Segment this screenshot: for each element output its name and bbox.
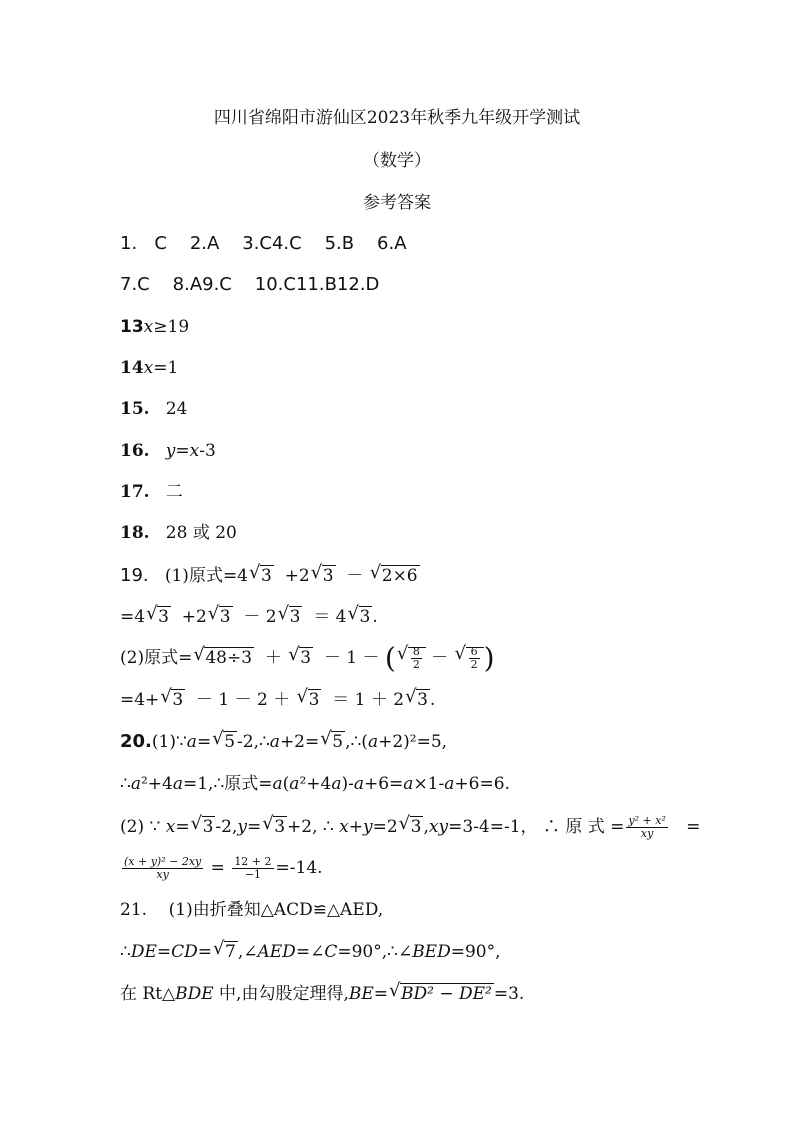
solution-text: =4 (120, 607, 146, 627)
variable: C (324, 942, 338, 962)
answer-text: ≥19 (153, 317, 190, 337)
answer-item: 7.C (120, 274, 150, 295)
variable: a (403, 774, 414, 794)
solution-text: = (373, 984, 389, 1004)
sqrt-symbol: √ 3 (190, 813, 214, 837)
q19-line-4 (120, 686, 436, 711)
solution-text: ,∴( (345, 732, 368, 752)
solution-text: － (346, 566, 364, 586)
question-number: 13 (120, 317, 144, 337)
q21-line-2 (120, 938, 501, 963)
answer-item: 1. (120, 233, 138, 254)
question-number: 19. (120, 565, 149, 586)
sqrt-symbol: √ 3 (296, 686, 320, 710)
answer-text: 28 或 20 (165, 523, 237, 543)
fraction: $\frac{\text{(x + y)² − 2xy}}{xy}$ (124, 855, 202, 881)
question-number: 15. (120, 399, 150, 419)
sqrt-symbol: √ 3 (405, 686, 428, 710)
solution-text: 在 Rt△ (120, 984, 176, 1004)
solution-text: =90°,∴∠ (337, 942, 413, 962)
solution-text: =1,∴原式= (182, 774, 273, 794)
solution-text: (2)原式= (120, 648, 193, 668)
solution-text: (1)原式=4 (164, 566, 248, 586)
answer-item: C (154, 233, 167, 254)
answer-key-heading: 参考答案 (363, 193, 431, 213)
q19-line-2 (120, 603, 378, 628)
answer-text: -3 (199, 441, 216, 461)
variable: BE (348, 984, 374, 1004)
sqrt-symbol: √ 5 (320, 728, 344, 752)
solution-text: ＋ (264, 648, 282, 668)
paren-close: ) (483, 641, 495, 675)
solution-text: ×1- (413, 774, 445, 794)
variable: a (444, 774, 455, 794)
variable: BED (412, 942, 451, 962)
q20-line-2 (120, 773, 510, 795)
solution-text: )- (341, 774, 354, 794)
answer-text: = (175, 441, 190, 461)
solution-text: +6=6. (454, 774, 510, 794)
solution-text: 中,由勾股定理得, (213, 984, 349, 1004)
q20-line-3 (120, 815, 700, 840)
variable: a (186, 732, 197, 752)
solution-text: . (372, 607, 378, 627)
sqrt-symbol: √ 2×6 (369, 562, 418, 586)
choice-answers-row-1 (120, 233, 407, 255)
variable: y (237, 817, 247, 837)
question-number: 14 (120, 358, 144, 378)
solution-text: =90°, (450, 942, 501, 962)
q20-line-4 (120, 856, 323, 881)
variable: x (143, 317, 154, 337)
solution-text: (1)∵ (151, 732, 187, 752)
answer-item: 2.A (189, 233, 220, 254)
solution-text: ,∠ (237, 942, 258, 962)
solution-text: (2) ∵ (120, 817, 161, 837)
q19-line-3 (120, 641, 495, 675)
solution-text: = (246, 817, 262, 837)
variable: a (130, 774, 141, 794)
sqrt-symbol: √ 3 (398, 813, 422, 837)
answer-16 (120, 440, 216, 462)
sqrt-symbol: √ 3 (347, 603, 371, 627)
page-title: 四川省绵阳市游仙区2023年秋季九年级开学测试 (213, 108, 581, 128)
solution-text: =∠ (295, 942, 325, 962)
answer-item: 8.A9.C (172, 274, 232, 295)
question-number: 20. (120, 731, 152, 752)
answer-item: 3.C4.C (242, 233, 302, 254)
solution-text: +2)²=5, (378, 732, 448, 752)
sqrt-fraction: √ $\frac{6}{2}$ (455, 646, 484, 671)
variable: a (331, 774, 342, 794)
sqrt-symbol: √ 3 (288, 644, 312, 668)
subject-label: （数学） (363, 151, 431, 171)
variable: xy (428, 817, 449, 837)
solution-text: － 1 － 2 ＋ (195, 690, 291, 710)
solution-text: ( (282, 774, 290, 794)
solution-text: + (348, 817, 363, 837)
solution-text: ²+4 (140, 774, 173, 794)
variable: a (353, 774, 364, 794)
paren-open: ( (384, 641, 396, 675)
fraction: $\frac{12 + 2}{-1}$ (234, 855, 272, 881)
variable: a (289, 774, 300, 794)
sqrt-symbol: √ BD² − DE² (389, 980, 492, 1004)
solution-text: ＝ 4 (313, 607, 347, 627)
solution-text: =-14. (275, 858, 323, 878)
choice-answers-row-2 (120, 274, 379, 296)
solution-text: , (423, 817, 429, 837)
answer-item: 6.A (377, 233, 407, 254)
answer-text: 24 (165, 399, 188, 419)
variable: x (339, 817, 349, 837)
sqrt-symbol: √ 48÷3 (193, 644, 253, 668)
variable: BDE (175, 984, 214, 1004)
variable: x (165, 817, 176, 837)
variable: x (143, 358, 154, 378)
solution-text: ∴ (120, 774, 131, 794)
solution-text: = (197, 942, 213, 962)
variable: AED (257, 942, 296, 962)
sqrt-symbol: √ 3 (310, 562, 334, 586)
solution-text: = (196, 732, 212, 752)
sqrt-symbol: √ 7 (213, 938, 236, 962)
solution-text: =3. (493, 984, 525, 1004)
fraction: $\frac{\text{y² + x²}}{xy}$ (628, 814, 666, 840)
solution-text: +2, ∴ (287, 817, 334, 837)
q21-line-3 (120, 980, 525, 1005)
variable: a (272, 774, 283, 794)
q19-line-1 (120, 562, 420, 587)
q20-line-1 (120, 728, 448, 753)
solution-text: +2= (279, 732, 320, 752)
solution-text: . (429, 690, 436, 710)
answer-item: 10.C11.B12.D (254, 274, 380, 295)
solution-text: ＝ 1 ＋ 2 (332, 690, 405, 710)
answer-13 (120, 316, 189, 338)
solution-text: ∴ (120, 942, 131, 962)
sqrt-fraction: √ $\frac{8}{2}$ (397, 646, 426, 671)
answer-15 (120, 398, 187, 420)
sqrt-symbol: √ 3 (146, 603, 169, 627)
answer-17 (120, 481, 183, 503)
solution-text: =3-4=-1， ∴ 原 式 = (448, 817, 625, 837)
solution-text: = (210, 858, 225, 878)
solution-text: = (156, 942, 172, 962)
variable: x (189, 441, 200, 461)
solution-text: － 1 － (323, 648, 380, 668)
answer-text: =1 (153, 358, 179, 378)
q21-line-1: 21. (1)由折叠知△ACD≌△AED, (120, 900, 384, 920)
sqrt-symbol: √ 3 (249, 562, 272, 586)
question-number: 17. (120, 482, 150, 502)
question-number: 16. (120, 441, 150, 461)
sqrt-symbol: √ 3 (207, 603, 231, 627)
solution-text: +6= (363, 774, 404, 794)
answer-item: 5.B (324, 233, 355, 254)
answer-18 (120, 522, 237, 544)
solution-text: － 2 (243, 607, 277, 627)
variable: CD (171, 942, 198, 962)
variable: DE (130, 942, 157, 962)
solution-text: = (175, 817, 190, 837)
solution-text: -2, (215, 817, 238, 837)
sqrt-symbol: √ 3 (160, 686, 184, 710)
solution-text: － (431, 648, 449, 668)
solution-text: +2 (181, 607, 207, 627)
solution-text: -2,∴ (237, 732, 270, 752)
sqrt-symbol: √ 5 (212, 728, 236, 752)
variable: a (172, 774, 183, 794)
solution-text: =2 (372, 817, 398, 837)
sqrt-symbol: √ 3 (262, 813, 286, 837)
solution-text: ²+4 (299, 774, 332, 794)
sqrt-symbol: √ 3 (277, 603, 301, 627)
variable: y (362, 817, 373, 837)
solution-text: +2 (284, 566, 310, 586)
question-number: 18. (120, 523, 150, 543)
answer-text: 二 (165, 482, 183, 502)
answer-14 (120, 357, 178, 379)
variable: a (269, 732, 280, 752)
solution-text: =4+ (120, 690, 160, 710)
variable: y (165, 441, 176, 461)
variable: a (367, 732, 379, 752)
solution-text: = (686, 817, 701, 837)
